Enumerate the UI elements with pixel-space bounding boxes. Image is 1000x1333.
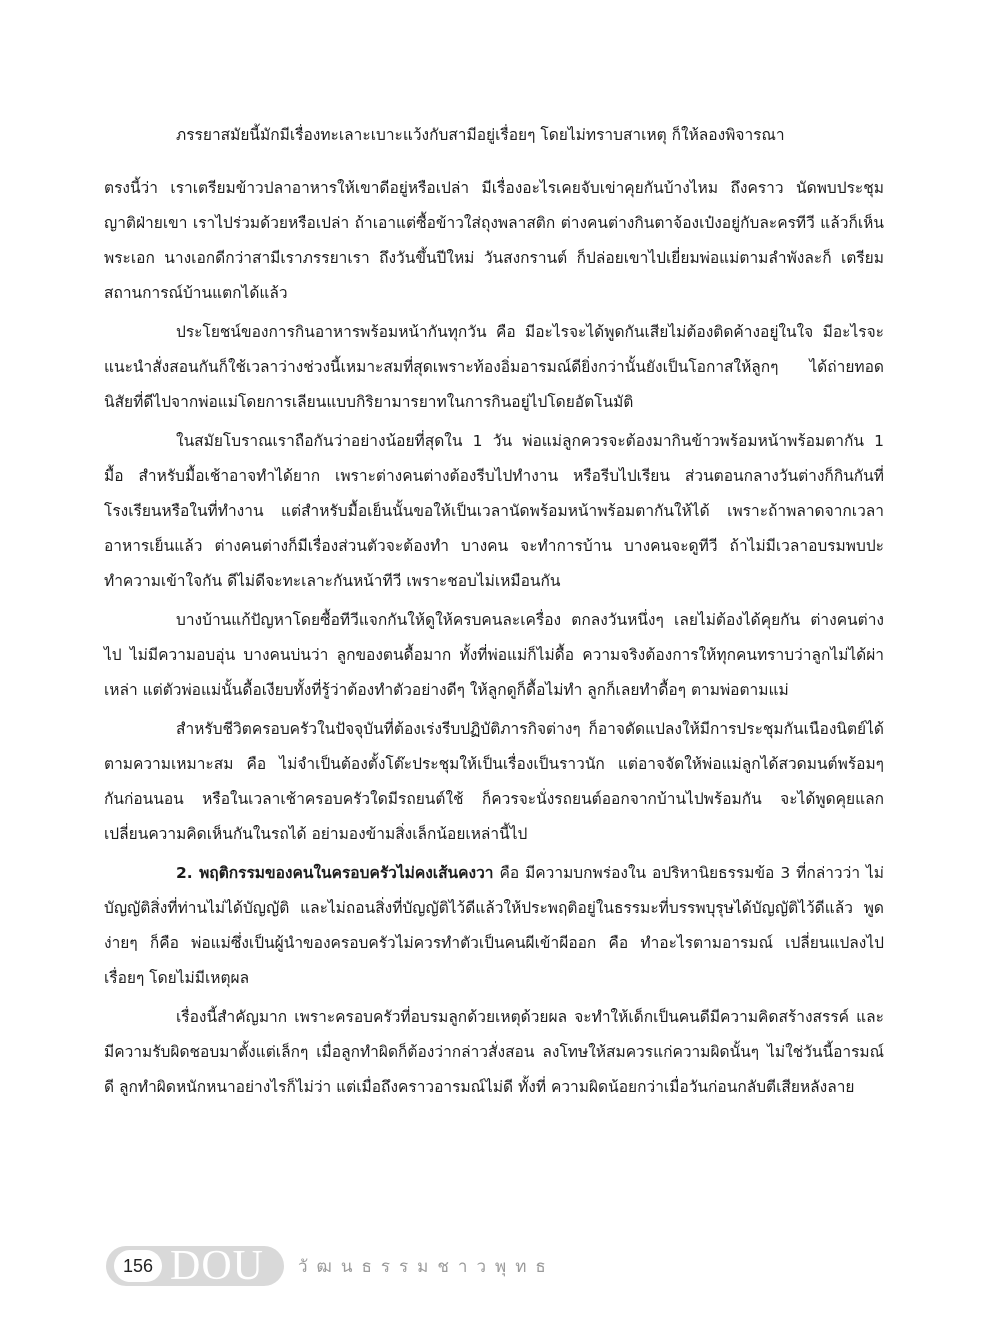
series-title: วัฒนธรรมชาวพุทธ [298, 1257, 555, 1277]
body-text [104, 118, 884, 1109]
paragraph: ในสมัยโบราณเราถือกันว่าอย่างน้อยที่สุดใน 1 วัน พ่อแม่ลูกควรจะต้องมากินข้าวพร้อมหน้าพร้อมตากัน 1 มื้อ สำหรับมื้อเช้าอาจทำได้ยาก เพราะต่างคนต่างต้องรีบไปทำงาน หรือรีบไปเรียน ส่วนตอนกลางวันต่างก็กินกันที่โรงเรียนหรือในที่ทำงาน แต่สำหรับมื้อเย็นนั้นขอให้เป็นเวลานัดพร้อมหน้าพร้อมตากันให้ได้ เพราะถ้าพลาดจากเวลาอาหารเย็นแล้ว ต่างคนต่างก็มีเรื่องส่วนตัวจะต้องทำ บางคน จะทำการบ้าน บางคนจะดูทีวี ถ้าไม่มีเวลาอบรมพบปะทำความเข้าใจกัน ดีไม่ดีจะทะเลาะกันหน้าทีวี เพราะชอบไม่เหมือนกัน [104, 432, 884, 590]
paragraph: ประโยชน์ของการกินอาหารพร้อมหน้ากันทุกวัน คือ มีอะไรจะได้พูดกันเสียไม่ต้องติดค้างอยู่ในใจ มีอะไรจะแนะนำสั่งสอนกันก็ใช้เวลาว่างช่วงนี้เหมาะสมที่สุดเพราะท้องอิ่มอารมณ์ดียิ่งกว่านั้นยังเป็นโอกาสให้ลูกๆ ได้ถ่ายทอดนิสัยที่ดีไปจากพ่อแม่โดยการเลียนแบบกิริยามารยาทในการกินอยู่ไปโดยอัตโนมัติ [104, 323, 884, 411]
dou-logo: DOU [170, 1243, 264, 1289]
paragraph: ภรรยาสมัยนี้มักมีเรื่องทะเลาะเบาะแว้งกับสามีอยู่เรื่อยๆ โดยไม่ทราบสาเหตุ ก็ให้ลองพิจารณา [176, 126, 785, 144]
paragraph: บางบ้านแก้ปัญหาโดยซื้อทีวีแจกกันให้ดูให้ครบคนละเครื่อง ตกลงวันหนึ่งๆ เลยไม่ต้องได้คุยกัน ต่างคนต่างไป ไม่มีความอบอุ่น บางคนบ่นว่า ลูกของตนดื้อมาก ทั้งที่พ่อแม่ก็ไม่ดื้อ ความจริงต้องการให้ทุกคนทราบว่าลูกไม่ได้ผ่าเหล่า แต่ตัวพ่อแม่นั้นดื้อเงียบทั้งที่รู้ว่าต้องทำตัวอย่างดีๆ ให้ลูกดูก็ดื้อไม่ทำ ลูกก็เลยทำดื้อๆ ตามพ่อตามแม่ [104, 611, 884, 699]
paragraph [104, 856, 884, 996]
paragraph: เรื่องนี้สำคัญมาก เพราะครอบครัวที่อบรมลูกด้วยเหตุด้วยผล จะทำให้เด็กเป็นคนดีมีความคิดสร้างสรรค์ และมีความรับผิดชอบมาตั้งแต่เล็กๆ เมื่อลูกทำผิดก็ต้องว่ากล่าวสั่งสอน ลงโทษให้สมควรแก่ความผิดนั้นๆ ไม่ใช่วันนี้อารมณ์ดี ลูกทำผิดหนักหนาอย่างไรก็ไม่ว่า แต่เมื่อถึงคราวอารมณ์ไม่ดี ทั้งที่ ความผิดน้อยกว่าเมื่อวันก่อนกลับตีเสียหลังลาย [104, 1008, 884, 1096]
page-footer [106, 1240, 706, 1292]
section-text: คือ มีความบกพร่องใน อปริหานิยธรรมข้อ 3 ที่กล่าวว่า ไม่บัญญัติสิ่งที่ท่านไม่ได้บัญญัติ และไม่ถอนสิ่งที่บัญญัติไว้ดีแล้วให้ประพฤติอยู่ในธรรมะที่บรรพบุรุษได้บัญญัติไว้ดีแล้ว พูดง่ายๆ ก็คือ พ่อแม่ซึ่งเป็นผู้นำของครอบครัวไม่ควรทำตัวเป็นคนผีเข้าผีออก คือ ทำอะไรตามอารมณ์ เปลี่ยนแปลงไปเรื่อยๆ โดยไม่มีเหตุผล [104, 864, 885, 987]
footer-badge [106, 1243, 284, 1289]
page-number: 156 [114, 1250, 162, 1282]
section-heading: 2. พฤติกรรมของคนในครอบครัวไม่คงเส้นคงวา [176, 864, 494, 882]
paragraph: ตรงนี้ว่า เราเตรียมข้าวปลาอาหารให้เขาดีอยู่หรือเปล่า มีเรื่องอะไรเคยจับเข่าคุยกันบ้างไหม ถึงคราว นัดพบประชุมญาติฝ่ายเขา เราไปร่วมด้วยหรือเปล่า ถ้าเอาแต่ซื้อข้าวใส่ถุงพลาสติก ต่างคนต่างกินตาจ้องเป๋งอยู่กับละครทีวี แล้วก็เห็นพระเอก นางเอกดีกว่าสามีเราภรรยาเรา ถึงวันขึ้นปีใหม่ วันสงกรานต์ ก็ปล่อยเขาไปเยี่ยมพ่อแม่ตามลำพังละก็ เตรียมสถานการณ์บ้านแตกได้แล้ว [104, 179, 884, 302]
paragraph: สำหรับชีวิตครอบครัวในปัจจุบันที่ต้องเร่งรีบปฏิบัติภารกิจต่างๆ ก็อาจดัดแปลงให้มีการประชุมกันเนืองนิตย์ได้ตามความเหมาะสม คือ ไม่จำเป็นต้องตั้งโต๊ะประชุมให้เป็นเรื่องเป็นราวนัก แต่อาจจัดให้พ่อแม่ลูกได้สวดมนต์พร้อมๆ กันก่อนนอน หรือในเวลาเช้าครอบครัวใดมีรถยนต์ใช้ ก็ควรจะนั่งรถยนต์ออกจากบ้านไปพร้อมกัน จะได้พูดคุยแลกเปลี่ยนความคิดเห็นกันในรถได้ อย่ามองข้ามสิ่งเล็กน้อยเหล่านี้ไป [104, 720, 884, 843]
